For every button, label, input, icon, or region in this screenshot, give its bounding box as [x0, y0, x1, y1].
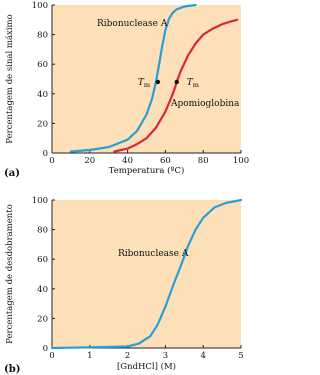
y-tick-label: 20: [37, 314, 48, 325]
y-tick-label: 60: [37, 255, 48, 266]
tm-point: [175, 80, 179, 84]
y-tick-label: 80: [37, 30, 48, 41]
y-tick-label: 60: [37, 60, 48, 71]
chart-panel-1: [4, 1, 249, 179]
y-tick-label: 40: [37, 284, 48, 295]
y-tick-label: 80: [37, 225, 48, 236]
plot-background: [52, 200, 241, 348]
x-tick-label: 20: [84, 156, 96, 166]
y-axis-label: Percentagem de desdobramento: [5, 204, 15, 344]
y-tick-label: 100: [31, 196, 48, 206]
x-tick-label: 60: [159, 156, 171, 166]
x-tick-label: 100: [232, 156, 250, 166]
x-tick-label: 40: [122, 156, 134, 166]
x-tick-label: 5: [238, 351, 244, 361]
x-axis-label: [GndHCl] (M): [116, 362, 177, 372]
series-label-1: Ribonuclease A: [118, 249, 189, 259]
y-tick-label: 100: [31, 1, 48, 11]
tm-label: $T_m$: [137, 77, 151, 89]
y-tick-label: 0: [42, 344, 48, 354]
tm-label: $T_m$: [186, 77, 199, 89]
x-axis-label: Temperatura (ºC): [108, 166, 185, 176]
series-label-2: Apomioglobina: [171, 99, 240, 109]
y-axis-label: Percentagem de sinal máximo: [5, 14, 15, 144]
x-tick-label: 3: [162, 351, 169, 361]
x-tick-label: 0: [49, 351, 55, 361]
panel-label: (a): [4, 168, 20, 179]
y-tick-label: 40: [37, 89, 48, 100]
x-tick-label: 80: [197, 156, 209, 166]
x-tick-label: 2: [124, 351, 131, 361]
y-tick-label: 20: [37, 119, 48, 130]
panel-label: (b): [4, 364, 21, 375]
chart-panel-2: [4, 196, 244, 375]
series-label-1: Ribonuclease A: [97, 19, 168, 29]
tm-point: [156, 80, 160, 84]
x-tick-label: 4: [200, 351, 206, 361]
y-tick-label: 0: [42, 149, 48, 159]
x-tick-label: 0: [49, 156, 55, 166]
x-tick-label: 1: [87, 351, 93, 361]
